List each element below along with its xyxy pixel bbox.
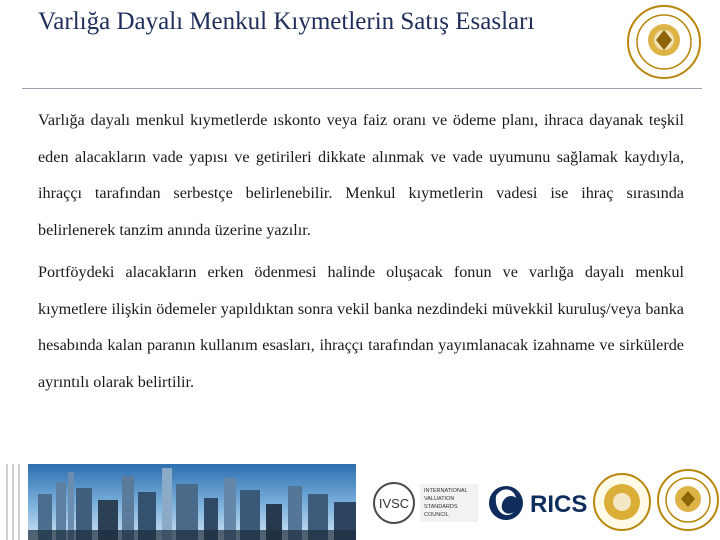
svg-text:COUNCIL: COUNCIL [424, 512, 449, 518]
content-paragraph: Varlığa dayalı menkul kıymetlerde ıskonto veya faiz oranı ve ödeme planı, ihraca dayanak teşkil eden alacakların vade yapısı ve getirileri dikkate alınmak ve vade uyumunu sağlamak kaydıyla, ihraççı tarafından serbestçe belirlenebilir. Menkul kıymetlerin vadesi ise ihraç sırasında belirlenerek tanzim anında üzerine yazılır. [38, 111, 684, 239]
footer-logos [356, 464, 720, 540]
footer-banner [0, 464, 720, 540]
ankara-university-seal-icon [656, 468, 720, 532]
footer-side-strip [0, 464, 28, 540]
svg-text:VALUATION: VALUATION [424, 496, 455, 502]
svg-text:STANDARDS: STANDARDS [424, 504, 458, 510]
ivsc-logo-text: IVSC [378, 496, 410, 511]
header-divider [22, 88, 702, 89]
content-paragraph: Portföydeki alacakların erken ödenmesi halinde oluşacak fonun ve varlığa dayalı menkul kıymetlere ilişkin ödemeler yapıldıktan sonra vekil banka nezdindeki müvekkil kuruluş/veya banka hesabında kalan paranın kullanım esasları, ihraççı tarafından yayımlanacak izahname ve sirkülerde ayrıntılı olarak belirtilir. [38, 263, 684, 391]
university-seal-icon [592, 472, 652, 532]
university-seal-logo [626, 4, 702, 80]
footer-stripes [6, 464, 24, 540]
ivsc-logo [370, 478, 482, 528]
city-skyline-image [28, 464, 356, 540]
content-body [38, 102, 684, 400]
page-title: Varlığa Dayalı Menkul Kıymetlerin Satış Esasları [38, 8, 535, 35]
rics-logo-text: RICS [530, 491, 588, 518]
svg-text:INTERNATIONAL: INTERNATIONAL [424, 488, 468, 494]
